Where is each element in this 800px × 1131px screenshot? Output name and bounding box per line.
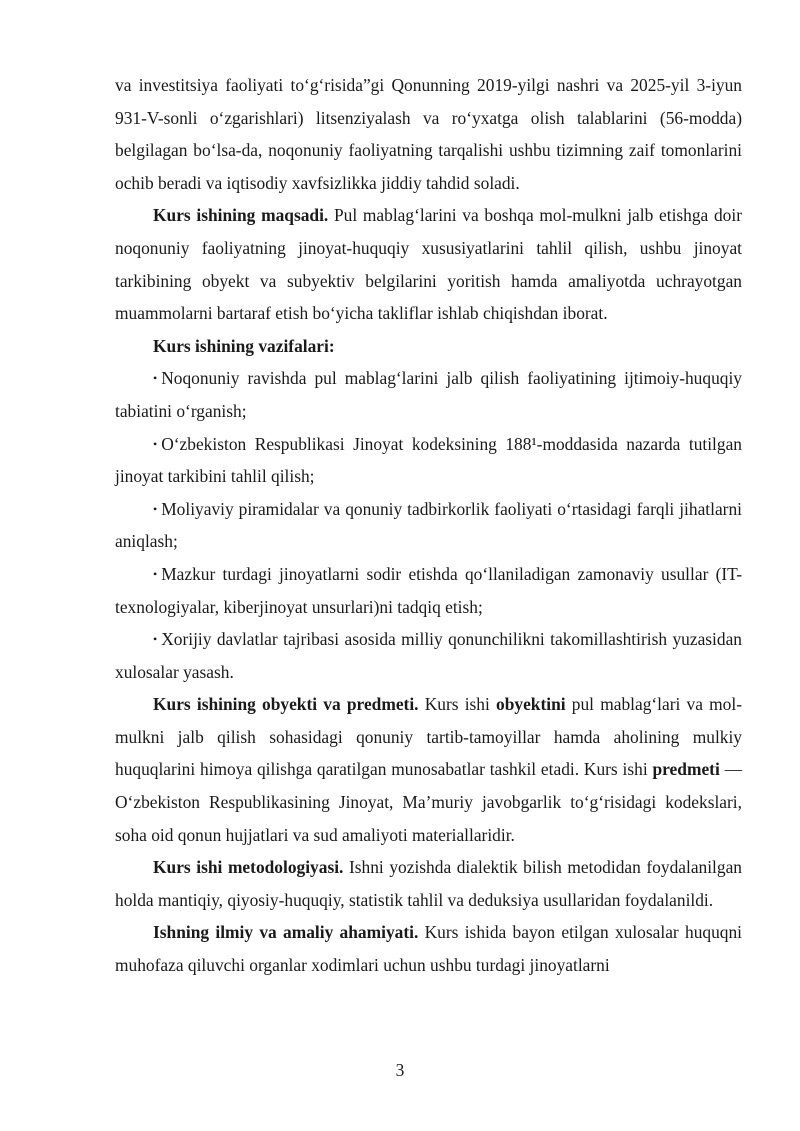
goal-text: Pul mablag‘larini va boshqa mol-mulkni jalb etishga doir noqonuniy faoliyatning jinoyat-huquqiy xususiyatlarini tahlil qilish, ushbu jinoyat tarkibining obyekt va subyektiv belgilarini yoritish hamda amaliyotda uchrayotgan muammolarni bartaraf etish bo‘yicha takliflar ishlab chiqishdan iborat. [115,205,743,324]
object-subject-text: pul mablag‘lari va mol-mulkni jalb qilish sohasidagi qonuniy tartib-tamoyillar hamda aholining mulkiy huquqlarini himoya qilishga qaratilgan munosabatlar tashkil etadi. Kurs ishi [115,694,742,780]
task-item-4 [115,558,742,623]
task-item-3 [115,493,742,558]
bullet-icon: • [153,371,158,386]
task-item-text: Moliyaviy piramidalar va qonuniy tadbirkorlik faoliyati o‘rtasidagi farqli jihatlarni aniqlash; [115,498,742,552]
task-item-1 [115,362,742,427]
bullet-icon: • [153,501,158,516]
tasks-heading: Kurs ishining vazifalari: [153,335,335,356]
task-item-text: Mazkur turdagi jinoyatlarni sodir etishda qo‘llaniladigan zamonaviy usullar (IT-texnologiyalar, kiberjinoyat unsurlari)ni tadqiq etish; [115,563,742,617]
significance-heading: Ishning ilmiy va amaliy ahamiyati. [153,922,419,943]
significance-paragraph [115,916,742,981]
goal-paragraph [115,199,742,329]
bullet-icon: • [153,566,158,581]
intro-paragraph: va investitsiya faoliyati to‘g‘risida”gi Qonunning 2019-yilgi nashri va 2025-yil 3-iyun 931-V-sonli o‘zgarishlari) litsenziyalash va ro‘yxatga olish talablarini (56-modda) belgilagan bo‘lsa-da, noqonuniy faoliyatning tarqalishi ushbu tizimning zaif tomonlarini ochib beradi va iqtisodiy xavfsizlikka jiddiy tahdid soladi. [115,75,742,193]
page-number: 3 [395,1060,405,1080]
task-item-2 [115,428,742,493]
methodology-heading: Kurs ishi metodologiyasi. [153,857,344,878]
object-term: obyektini [496,694,566,715]
document-body [115,69,742,982]
bullet-icon: • [153,632,158,647]
object-subject-heading: Kurs ishining obyekti va predmeti. [153,694,419,715]
task-item-5 [115,623,742,688]
task-item-text: Xorijiy davlatlar tajribasi asosida milliy qonunchilikni takomillashtirish yuzasidan xulosalar yasash. [115,629,742,682]
task-item-text: O‘zbekiston Respublikasi Jinoyat kodeksining 188¹-moddasida nazarda tutilgan jinoyat tarkibini tahlil qilish; [115,433,742,487]
object-subject-paragraph [115,688,742,851]
object-subject-text: — O‘zbekiston Respublikasining Jinoyat, Ma’muriy javobgarlik to‘g‘risidagi kodekslari, soha oid qonun hujjatlari va sud amaliyoti materiallaridir. [115,759,742,845]
subject-term: predmeti [652,759,720,780]
bullet-icon: • [153,436,158,451]
significance-text: Kurs ishida bayon etilgan xulosalar huquqni muhofaza qiluvchi organlar xodimlari uchun ushbu turdagi jinoyatlarni [115,922,743,976]
methodology-paragraph [115,851,742,916]
goal-heading: Kurs ishining maqsadi. [153,205,329,226]
object-subject-text: Kurs ishi [418,694,497,715]
task-item-text: Noqonuniy ravishda pul mablag‘larini jalb qilish faoliyatining ijtimoiy-huquqiy tabiatini o‘rganish; [115,368,742,421]
methodology-text: Ishni yozishda dialektik bilish metodidan foydalanilgan holda mantiqiy, qiyosiy-huquqiy, statistik tahlil va deduksiya usullaridan foydalanildi. [115,857,743,910]
